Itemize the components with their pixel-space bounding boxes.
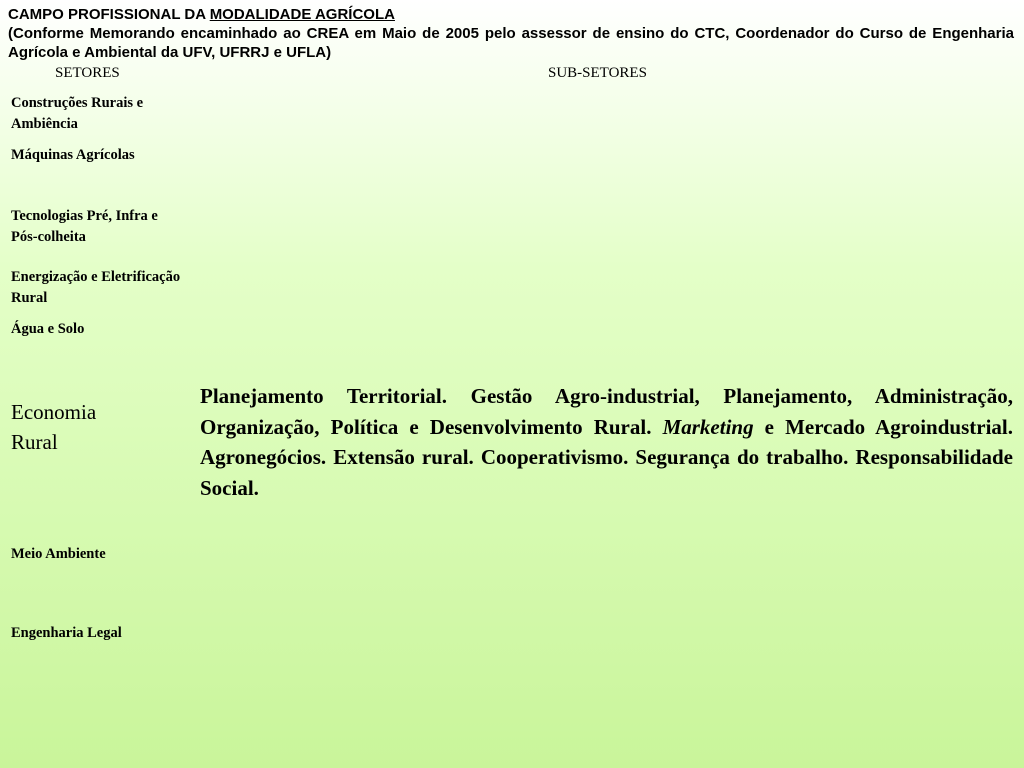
setor-construcoes-rurais: Construções Rurais e Ambiência (11, 95, 144, 132)
page-title (8, 5, 1014, 24)
setor-economia-rural: Economia Rural (11, 400, 97, 454)
setor-maquinas-agricolas: Máquinas Agrícolas (11, 147, 135, 163)
column-header-subsetores: SUB-SETORES (548, 65, 647, 81)
page-header (8, 5, 1014, 62)
column-header-setores: SETORES (55, 65, 120, 81)
subsetores-text-marketing: Marketing (662, 414, 754, 439)
title-prefix: CAMPO PROFISSIONAL DA (8, 6, 210, 23)
title-underlined: MODALIDADE AGRÍCOLA (209, 6, 395, 23)
setor-meio-ambiente: Meio Ambiente (11, 546, 106, 562)
subsetores-text-part2: e Mercado Agroindustrial. Agronegócios. Extensão rural. Cooperativismo. Segurança do trabalho. Responsabilidade Social. (200, 414, 1013, 500)
subsetores-text-part1: Planejamento Territorial. Gestão Agro-industrial, Planejamento, Administração, Organização, Política e Desenvolvimento Rural. (200, 384, 1013, 439)
setor-agua-solo: Água e Solo (11, 321, 85, 337)
subsetores-economia-rural (200, 381, 1013, 503)
setor-engenharia-legal: Engenharia Legal (11, 625, 122, 641)
memo-note: (Conforme Memorando encaminhado ao CREA em Maio de 2005 pelo assessor de ensino do CTC, Coordenador do Curso de Engenharia Agrícola e Ambiental da UFV, UFRRJ e UFLA) (8, 25, 1014, 61)
setor-tecnologias-colheita: Tecnologias Pré, Infra e Pós-colheita (11, 208, 158, 245)
setor-energizacao-eletrificacao: Energização e Eletrificação Rural (11, 269, 181, 306)
